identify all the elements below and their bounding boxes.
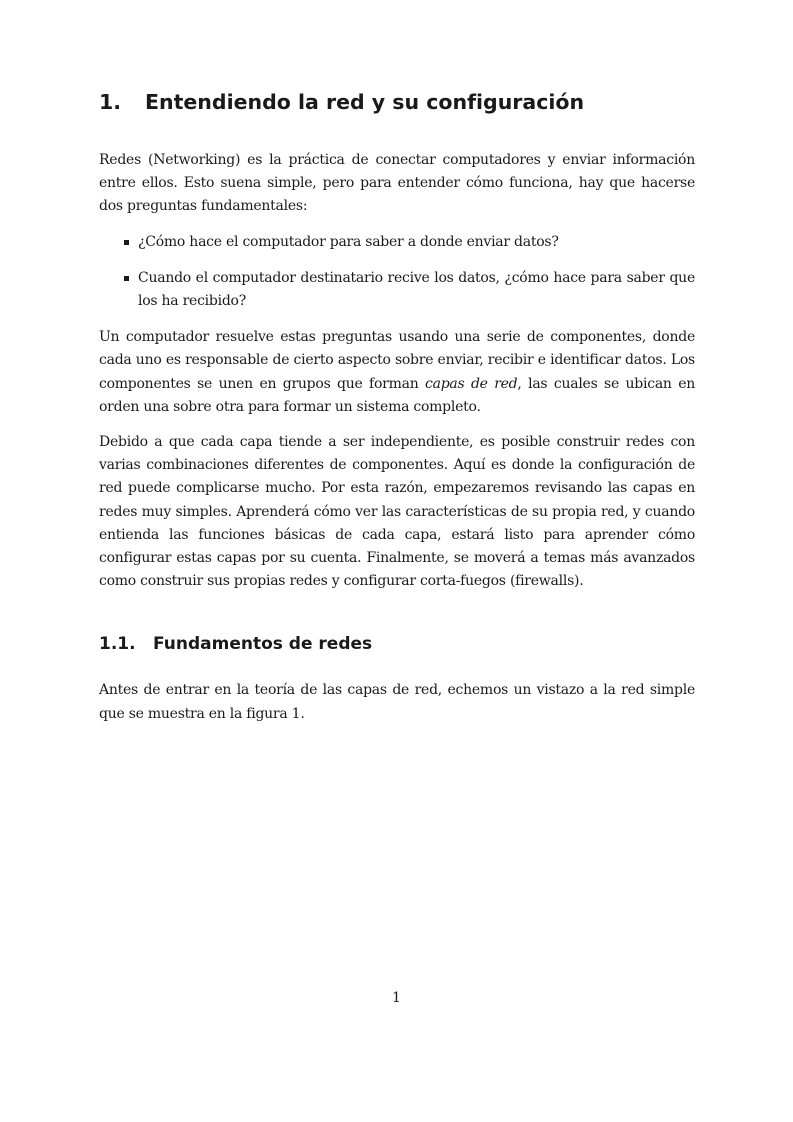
components-text-start: Un computador resuelve estas preguntas usando una serie de componentes, donde cada uno es responsable de cierto aspecto sobre enviar, recibir e identificar datos. Los componentes se unen en grupos que forman	[99, 329, 695, 392]
bullet-marker	[124, 276, 129, 281]
section-number: 1.	[99, 90, 122, 114]
subsection-number: 1.1.	[99, 634, 136, 655]
components-paragraph	[99, 326, 695, 419]
subsection-paragraph: Antes de entrar en la teoría de las capas de red, echemos un vistazo a la red simple que se muestra en la figura 1.	[99, 682, 695, 722]
list-item	[138, 231, 695, 254]
layers-paragraph: Debido a que cada capa tiende a ser independiente, es posible construir redes con varias combinaciones diferentes de componentes. Aquí es donde la configuración de red puede complicarse mucho. Por esta razón, empezaremos revisando las capas en redes muy simples. Aprenderá cómo ver las características de su propia red, y cuando entienda las funciones básicas de cada capa, estará listo para aprender cómo configurar estas capas por su cuenta. Finalmente, se moverá a temas más avanzados como construir sus propias redes y configurar corta-fuegos (firewalls).	[99, 434, 695, 590]
intro-paragraph: Redes (Networking) es la práctica de conectar computadores y enviar información entre ellos. Esto suena simple, pero para entender cómo funciona, hay que hacerse dos preguntas fundamentales:	[99, 152, 695, 215]
list-item-text: Cuando el computador destinatario recive los datos, ¿cómo hace para saber que los ha recibido?	[138, 269, 695, 310]
subsection-title: Fundamentos de redes	[153, 634, 373, 655]
list-item-text: ¿Cómo hace el computador para saber a donde enviar datos?	[138, 233, 559, 250]
components-text-end: , las cuales se ubican en orden una sobre otra para formar un sistema completo.	[99, 375, 695, 415]
question-list	[99, 231, 695, 314]
bullet-marker	[124, 240, 129, 245]
list-item	[138, 267, 695, 313]
page-content	[99, 86, 695, 738]
page-number: 1	[392, 990, 401, 1006]
network-layers-term: capas de red	[425, 375, 518, 392]
section-title: Entendiendo la red y su configuración	[145, 90, 585, 114]
section-heading	[99, 86, 695, 118]
subsection-heading	[99, 631, 695, 657]
